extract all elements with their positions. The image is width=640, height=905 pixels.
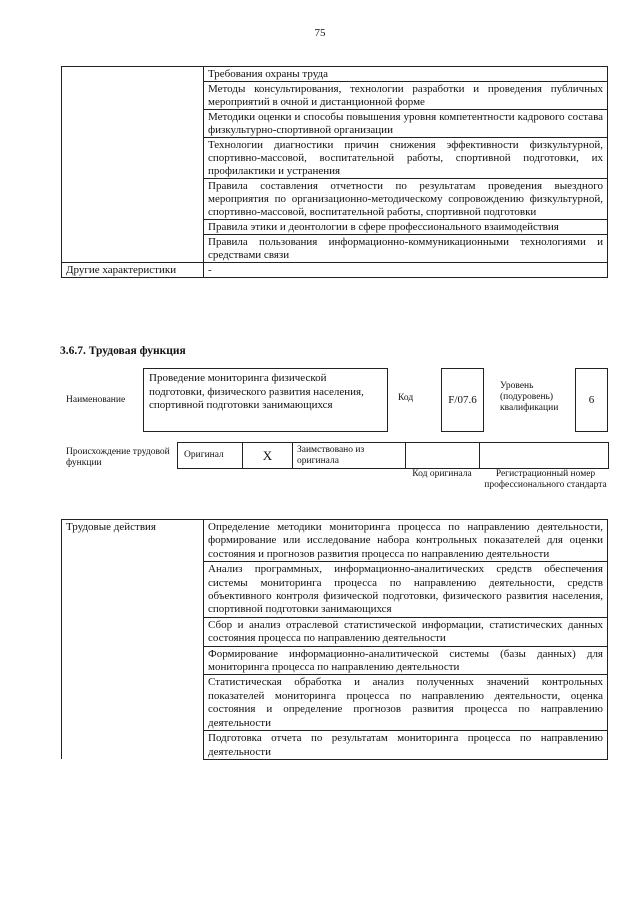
- action-item: Формирование информационно-аналитической системы (базы данных) для мониторинга процесса по направлению деятельности: [204, 646, 608, 675]
- original-label: Оригинал: [178, 443, 243, 469]
- reg-number-caption: Регистрационный номер профессионального стандарта: [484, 469, 607, 490]
- borrowed-label: Заимствовано из оригинала: [293, 443, 406, 469]
- code-label: Код: [398, 393, 414, 403]
- table-row: [178, 443, 609, 469]
- page-number: 75: [314, 27, 326, 39]
- knowledge-item: Правила этики и деонтологии в сфере профессионального взаимодействия: [204, 220, 608, 235]
- knowledge-item: Методы консультирования, технологии разработки и проведения публичных мероприятий в очной и дистанционной форме: [204, 82, 608, 110]
- other-characteristics-label: Другие характеристики: [62, 263, 204, 278]
- knowledge-table: [61, 66, 608, 278]
- action-item: Сбор и анализ отраслевой статистической информации, статистических данных состояния процесса по направлению деятельности: [204, 617, 608, 646]
- knowledge-item: Технологии диагностики причин снижения эффективности физкультурной, спортивно-массовой, воспитательной работы, спортивной подготовки, их профилактики и устранения: [204, 138, 608, 179]
- knowledge-item: Требования охраны труда: [204, 67, 608, 82]
- function-code-box: F/07.6: [441, 368, 484, 432]
- action-item: Анализ программных, информационно-аналитических средств обеспечения системы мониторинга процесса по направлению деятельности, средств объективного контроля физической подготовки, физического развития населения, спортивной подготовки занимающихся: [204, 562, 608, 618]
- code-original-cell: [406, 443, 480, 469]
- table-row: [62, 67, 608, 82]
- action-item: Подготовка отчета по результатам мониторинга процесса по направлению деятельности: [204, 731, 608, 760]
- actions-label: Трудовые действия: [62, 520, 204, 760]
- table-row: [62, 520, 608, 562]
- knowledge-item: Правила пользования информационно-коммуникационными технологиями и средствами связи: [204, 235, 608, 263]
- level-label: Уровень (подуровень) квалификации: [500, 381, 559, 413]
- code-original-caption: Код оригинала: [412, 469, 472, 479]
- reg-number-cell: [480, 443, 609, 469]
- actions-table: [61, 519, 608, 760]
- origin-label: Происхождение трудовой функции: [66, 447, 170, 468]
- other-characteristics-value: -: [204, 263, 608, 278]
- table-cell-empty: [62, 67, 204, 263]
- knowledge-item: Правила составления отчетности по результатам проведения выездного мероприятия по организационно-методическому сопровождению физкультурной, спортивно-массовой, воспитательной работы, спортивной подготовки: [204, 179, 608, 220]
- function-name-box: Проведение мониторинга физической подготовки, физического развития населения, спортивной подготовки занимающихся: [143, 368, 388, 432]
- original-mark: X: [243, 443, 293, 469]
- level-value-box: 6: [575, 368, 608, 432]
- section-title: 3.6.7. Трудовая функция: [60, 345, 186, 357]
- name-label: Наименование: [66, 395, 126, 405]
- origin-table: [177, 442, 609, 469]
- action-item: Статистическая обработка и анализ полученных значений контрольных показателей мониторинга процесса по направлению деятельности, оценка состояния и определение прогнозов развития процесса по направлению деятельности: [204, 675, 608, 731]
- action-item: Определение методики мониторинга процесса по направлению деятельности, формирование или исследование набора контрольных показателей для оценки состояния и прогнозов развития процесса по направлению деятельности: [204, 520, 608, 562]
- table-row: [62, 263, 608, 278]
- knowledge-item: Методики оценки и способы повышения уровня компетентности кадрового состава физкультурно-спортивной организации: [204, 110, 608, 138]
